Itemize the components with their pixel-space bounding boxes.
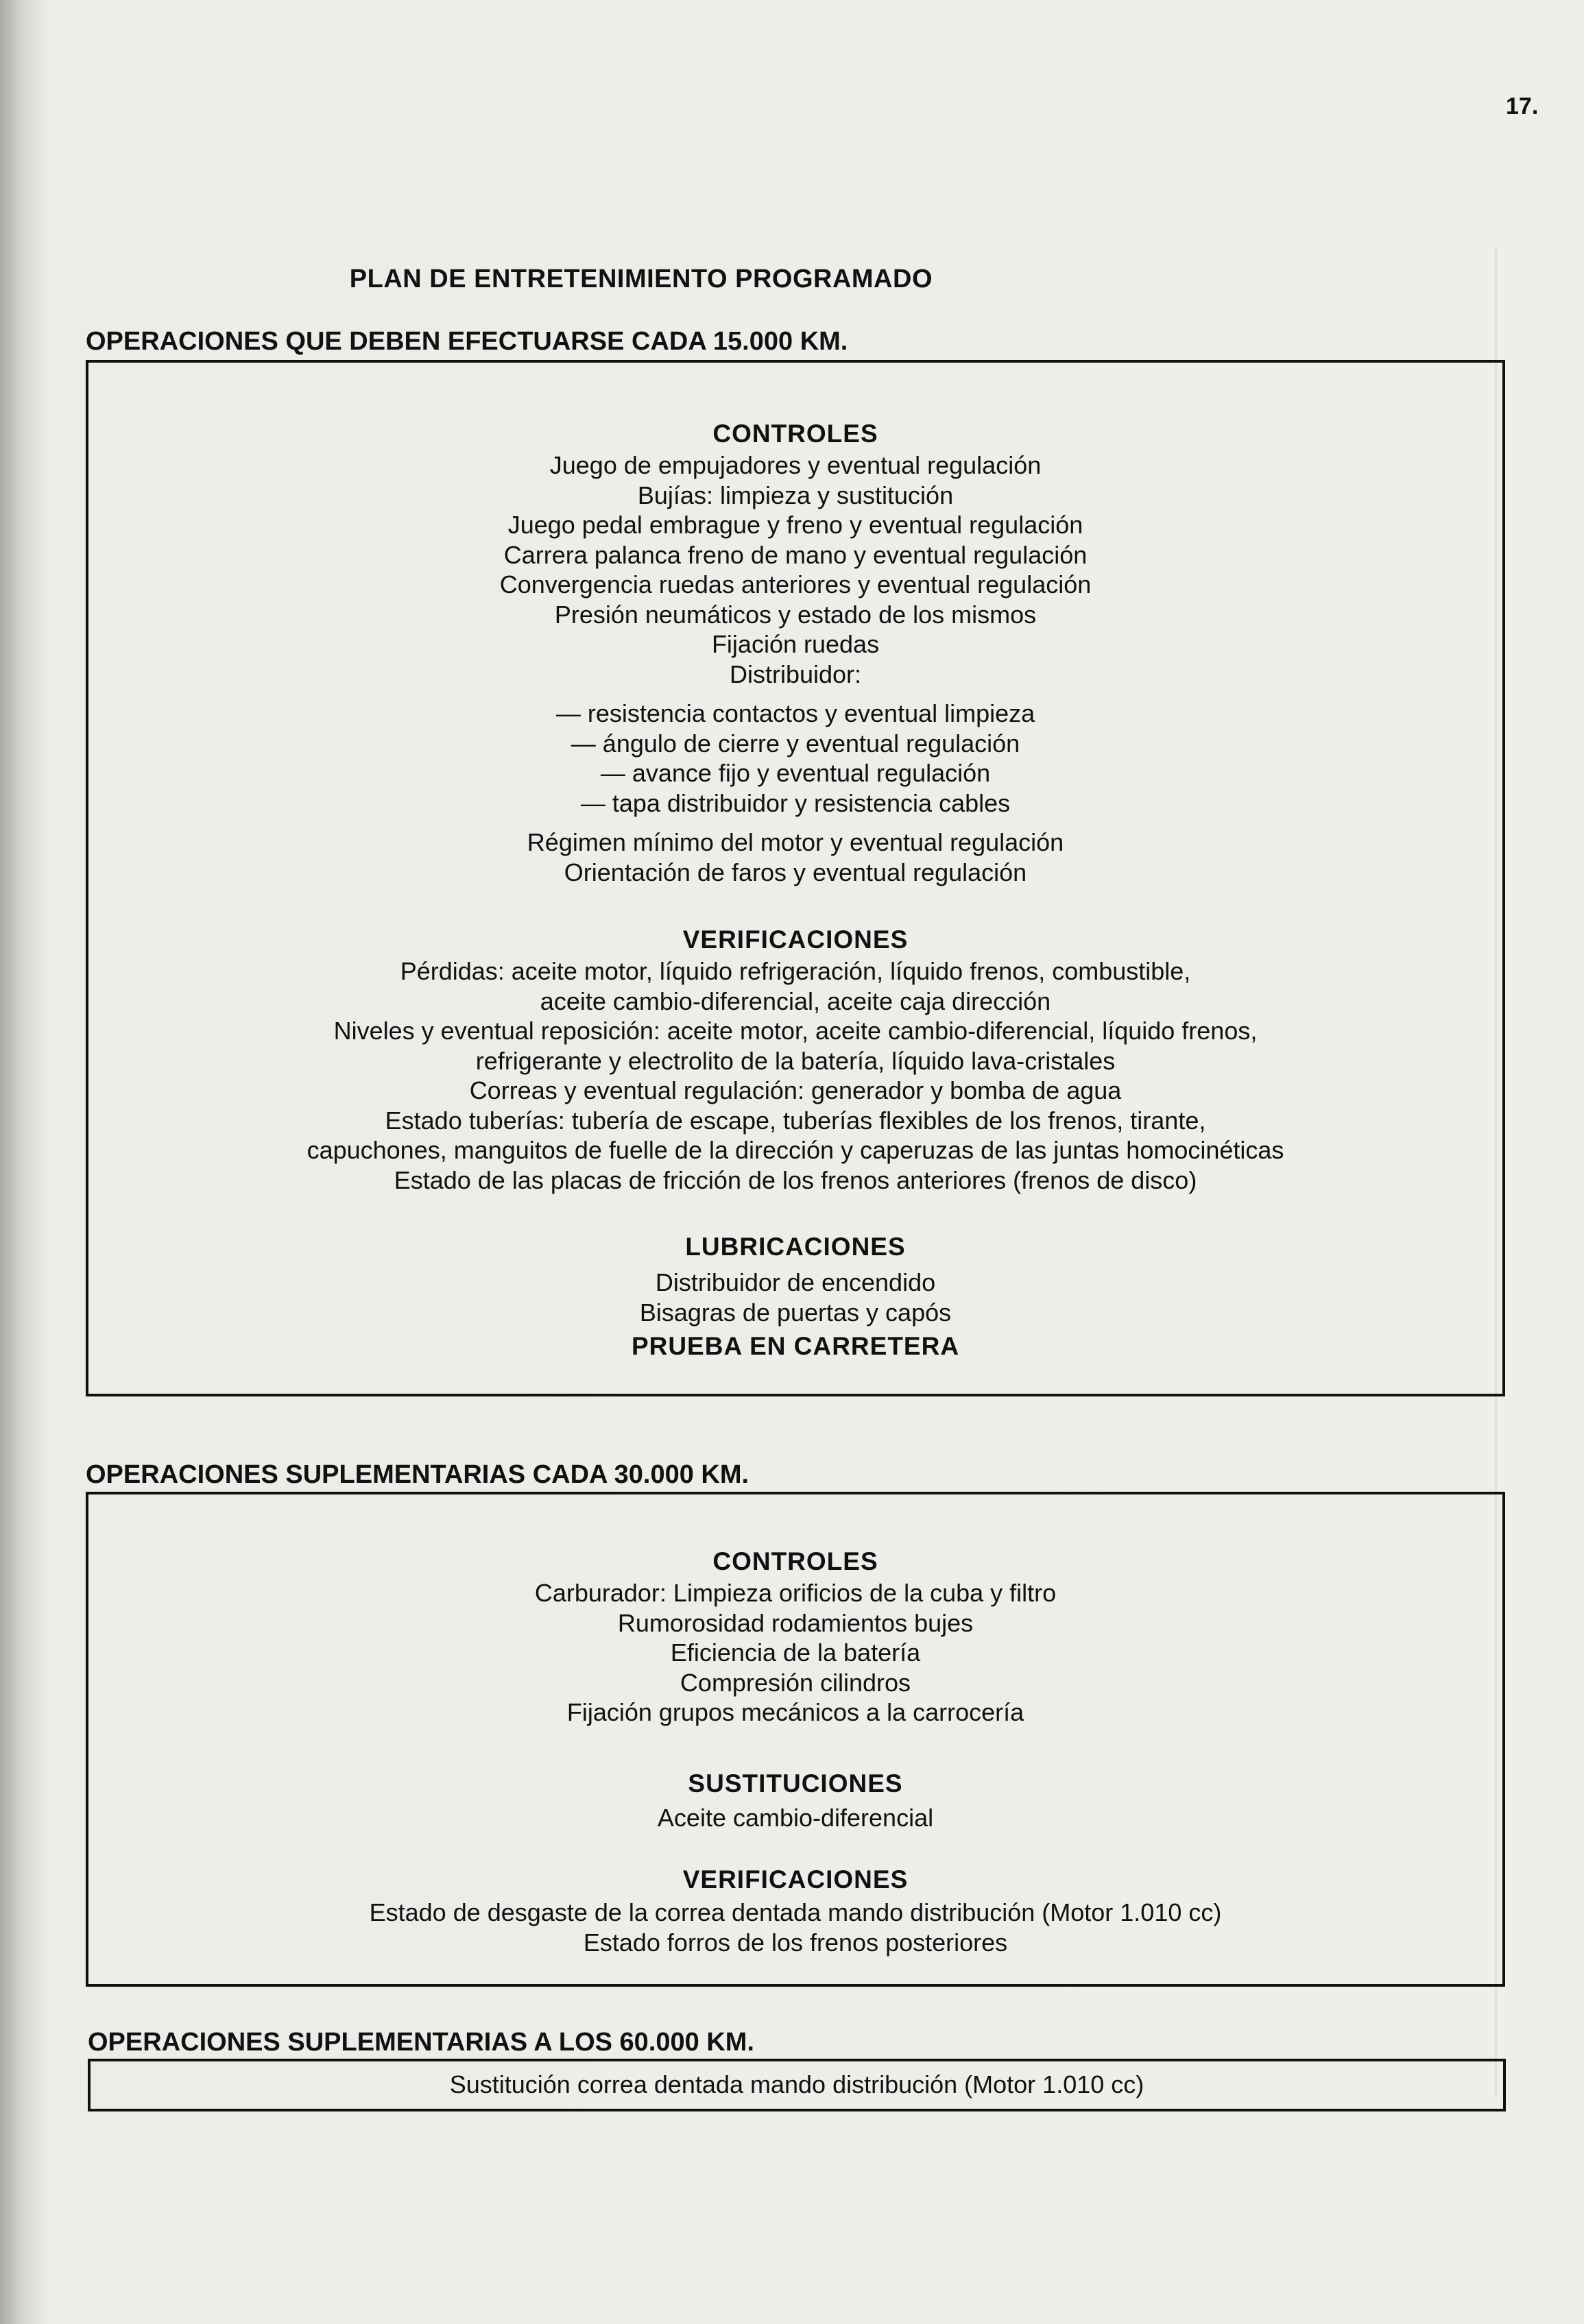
list-item: Pérdidas: aceite motor, líquido refrigeración, líquido frenos, combustible, xyxy=(400,957,1191,985)
distribuidor-item: — ángulo de cierre y eventual regulación xyxy=(571,729,1020,758)
distribuidor-item: — avance fijo y eventual regulación xyxy=(600,759,991,787)
controles-heading-15000: CONTROLES xyxy=(712,420,878,448)
list-item: capuchones, manguitos de fuelle de la dirección y caperuzas de las juntas homocinéticas xyxy=(307,1136,1284,1164)
item-group-60000 xyxy=(91,2070,1503,2100)
list-item: Carburador: Limpieza orificios de la cuba y filtro xyxy=(534,1579,1057,1607)
controles-heading-30000: CONTROLES xyxy=(712,1547,878,1575)
list-item: Juego pedal embrague y freno y eventual regulación xyxy=(507,511,1083,539)
verificaciones-heading-15000: VERIFICACIONES xyxy=(682,925,909,954)
box-30000 xyxy=(86,1492,1505,1987)
distribuidor-item: — resistencia contactos y eventual limpieza xyxy=(555,699,1035,727)
list-item: Eficiencia de la batería xyxy=(670,1638,921,1667)
list-item: Aceite cambio-diferencial xyxy=(657,1804,934,1832)
verificaciones-heading-30000: VERIFICACIONES xyxy=(682,1865,909,1893)
list-item: Bujías: limpieza y sustitución xyxy=(637,481,954,509)
section-heading-30000: OPERACIONES SUPLEMENTARIAS CADA 30.000 KM. xyxy=(86,1460,749,1489)
list-item: refrigerante y electrolito de la batería, líquido lava-cristales xyxy=(475,1046,1116,1075)
box-60000 xyxy=(88,2059,1506,2111)
list-item: Convergencia ruedas anteriores y eventual regulación xyxy=(499,570,1092,598)
distribuidor-item: — tapa distribuidor y resistencia cables xyxy=(580,788,1011,817)
list-item: Orientación de faros y eventual regulación xyxy=(564,858,1027,886)
prueba-heading-15000: PRUEBA EN CARRETERA xyxy=(631,1332,960,1360)
list-item: Correas y eventual regulación: generador y bomba de agua xyxy=(469,1076,1122,1104)
list-item: Fijación ruedas xyxy=(711,630,880,658)
list-item: Juego de empujadores y eventual regulación xyxy=(549,451,1042,479)
page-number: 17. xyxy=(1506,93,1539,119)
list-item: Sustitución correa dentada mando distribución (Motor 1.010 cc) xyxy=(449,2070,1144,2098)
list-item: Fijación grupos mecánicos a la carrocería xyxy=(566,1698,1024,1726)
list-item: Estado tuberías: tubería de escape, tuberías flexibles de los frenos, tirante, xyxy=(385,1106,1206,1135)
section-heading-60000: OPERACIONES SUPLEMENTARIAS A LOS 60.000 KM. xyxy=(88,2028,754,2057)
list-item: Estado forros de los frenos posteriores xyxy=(583,1928,1008,1957)
list-item: Distribuidor de encendido xyxy=(655,1268,936,1296)
section-heading-15000: OPERACIONES QUE DEBEN EFECTUARSE CADA 15.000 KM. xyxy=(86,327,848,356)
lubricaciones-heading-15000: LUBRICACIONES xyxy=(685,1233,906,1261)
sustituciones-group-30000 xyxy=(88,1769,1502,1833)
controles-group-15000 xyxy=(88,419,1502,887)
list-item: aceite cambio-diferencial, aceite caja dirección xyxy=(540,987,1051,1015)
lubricaciones-group-15000 xyxy=(88,1232,1502,1361)
controles-group-30000 xyxy=(88,1547,1502,1728)
box-15000 xyxy=(86,360,1505,1396)
list-item: Niveles y eventual reposición: aceite motor, aceite cambio-diferencial, líquido frenos, xyxy=(333,1017,1258,1045)
list-item: Distribuidor: xyxy=(729,659,862,688)
list-item: Presión neumáticos y estado de los mismos xyxy=(554,600,1037,629)
list-item: Estado de las placas de fricción de los frenos anteriores (frenos de disco) xyxy=(394,1165,1197,1194)
list-item: Rumorosidad rodamientos bujes xyxy=(617,1608,974,1637)
verificaciones-group-30000 xyxy=(88,1865,1502,1957)
document-title: PLAN DE ENTRETENIMIENTO PROGRAMADO xyxy=(349,265,933,293)
list-item: Compresión cilindros xyxy=(680,1668,911,1697)
sustituciones-heading-30000: SUSTITUCIONES xyxy=(688,1769,903,1798)
list-item: Régimen mínimo del motor y eventual regulación xyxy=(527,828,1064,856)
verificaciones-group-15000 xyxy=(88,925,1502,1195)
list-item: Carrera palanca freno de mano y eventual regulación xyxy=(503,540,1088,569)
list-item: Estado de desgaste de la correa dentada mando distribución (Motor 1.010 cc) xyxy=(369,1898,1222,1926)
list-item: Bisagras de puertas y capós xyxy=(639,1298,952,1327)
